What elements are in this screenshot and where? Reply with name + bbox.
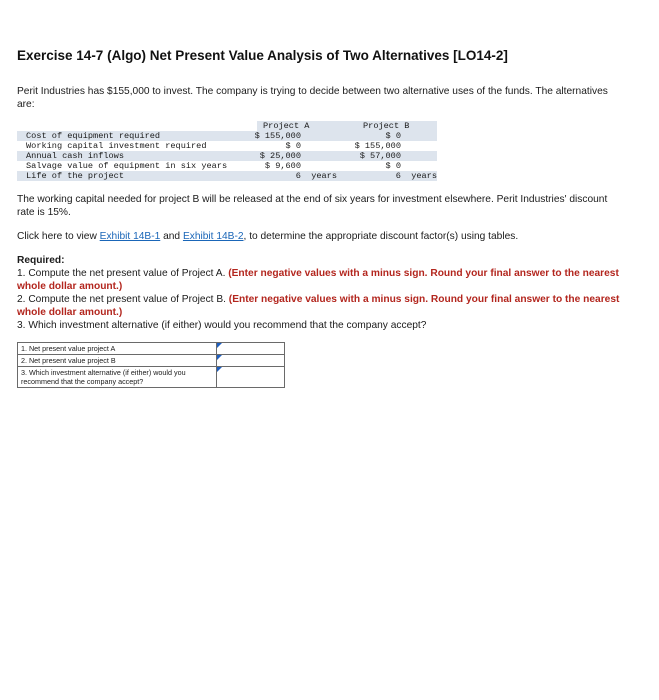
answer-label: 2. Net present value project B [18,355,217,367]
table-row [17,131,437,141]
working-capital-note: The working capital needed for project B will be released at the end of six years for investment elsewhere. Perit Industries' discount rate is 15%. [17,194,608,218]
exhibit-14b-2-link[interactable]: Exhibit 14B-2 [182,231,244,242]
table-row [17,141,437,151]
npv-project-b-input[interactable] [220,356,281,365]
answer-row [18,343,285,355]
row-label: Life of the project [26,171,124,181]
answer-cell [217,355,285,367]
table-row [17,161,437,171]
click-suffix: , to determine the appropriate discount factor(s) using tables. [243,231,519,242]
required-section [17,254,627,332]
table-row [17,151,437,161]
project-a-value: $ 25,000 [259,151,301,161]
exhibit-instructions [17,230,627,243]
answer-cell [217,367,285,388]
row-label: Annual cash inflows [26,151,124,161]
row-label: Working capital investment required [26,141,207,151]
project-a-value: 6 years [295,171,337,181]
project-b-value: $ 0 [385,161,401,171]
intro-text: Perit Industries has $155,000 to invest. The company is trying to decide between two alternative uses of the funds. The alternatives are: [17,86,608,110]
answer-row [18,355,285,367]
question-2-instructions: (Enter negative values with a minus sign. Round your final answer to the nearest whole dollar amount.) [17,294,620,318]
page-title: Exercise 14-7 (Algo) Net Present Value Analysis of Two Alternatives [LO14-2] [17,48,508,63]
project-b-value: $ 0 [385,131,401,141]
project-a-value: $ 0 [285,141,301,151]
question-1-text: 1. Compute the net present value of Project A. [17,268,229,279]
project-b-value: $ 155,000 [354,141,401,151]
row-label: Salvage value of equipment in six years [26,161,228,171]
project-a-value: $ 155,000 [254,131,301,141]
click-prefix: Click here to view [17,231,100,242]
exhibit-14b-1-link[interactable]: Exhibit 14B-1 [99,231,161,242]
answer-row [18,367,285,388]
table-header-row [17,121,437,131]
project-data-table [17,121,437,183]
question-1-instructions: (Enter negative values with a minus sign. Round your final answer to the nearest whole dollar amount.) [17,268,619,292]
project-b-value: $ 57,000 [359,151,401,161]
answer-label: 1. Net present value project A [18,343,217,355]
question-1 [17,267,627,293]
project-a-value: $ 9,600 [264,161,301,171]
question-2-text: 2. Compute the net present value of Project B. [17,294,229,305]
table-row [17,171,437,181]
npv-project-a-input[interactable] [220,344,281,353]
answer-table [17,342,285,388]
answer-label: 3. Which investment alternative (if either) would you recommend that the company accept? [18,367,217,388]
click-and: and [160,231,183,242]
question-2 [17,293,627,319]
question-3: 3. Which investment alternative (if either) would you recommend that the company accept? [17,320,427,331]
project-b-value: 6 years [395,171,437,181]
header-project-b: Project B [363,121,410,131]
header-project-a: Project A [263,121,310,131]
answer-cell [217,343,285,355]
required-heading: Required: [17,255,65,266]
recommendation-input[interactable] [220,368,281,386]
row-label: Cost of equipment required [26,131,161,141]
